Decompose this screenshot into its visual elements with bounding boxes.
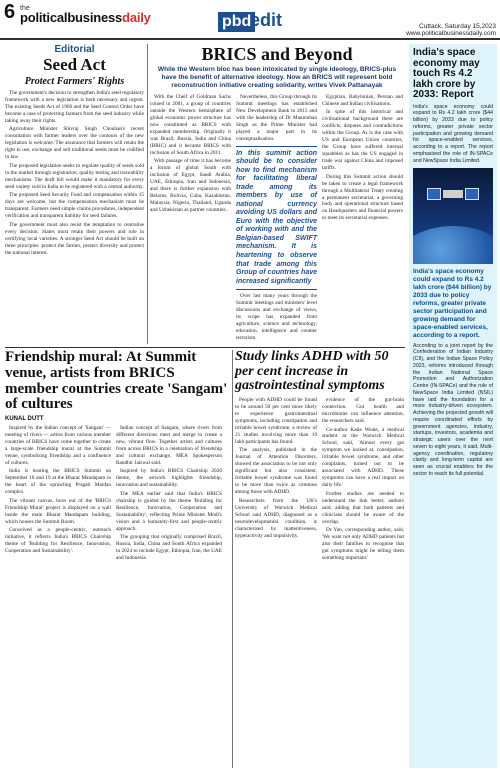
friendship-mural-article bbox=[5, 350, 229, 768]
study-paragraph: People with ADHD could be found to be around 50 per cent more likely to experience gastrointestinal symptoms, including constipation and irritable bowel syndrome, a review of 21 studies involving more than 19 lakh participants has found. bbox=[235, 397, 317, 445]
editorial-paragraph: The government's decision to strengthen India's seed regulatory framework with a new legislation is both necessary and urgent. The existing Seeds Act of 1966 and the Seed Control Order have become a case of protecting farmers from the seed industry while taking away their rights. bbox=[5, 89, 144, 124]
solar-panel-icon bbox=[465, 188, 479, 200]
space-economy-sidebar bbox=[409, 44, 497, 768]
friendship-columns bbox=[5, 425, 229, 564]
sidebar-intro: India's space economy could expand to Rs 4.2 lakh crore ($44 billion) by 2033 due to policy reforms, greater private sector participation and growing demand for space-enabled services, according to a report. The report emphasised the role of IN-SPACe and NewSpace India Limited. bbox=[413, 103, 493, 164]
friendship-column-2 bbox=[116, 425, 222, 564]
editorial-title: Seed Act bbox=[43, 55, 106, 74]
brics-paragraph: With passage of time it has become a forum of global South with inclusion of Egypt, Saudi Arabia, UAE, Ethiopia, Iran and Indonesia, and there is further expansion with Belarus, Bolivia, Cuba, Kazakhstan, Malaysia, Nigeria, Thailand, Uganda and Uzbekistan as partner countries. bbox=[150, 158, 231, 213]
sidebar-image-caption: India's space economy could expand to Rs 4.2 lakh crore ($44 billion) by 2033 due to policy reforms, greater private sector participation and growing demand for space-enabled services, according to a report. bbox=[413, 268, 492, 339]
earth-graphic bbox=[413, 226, 493, 264]
study-title: Study links ADHD with 50 per cent increase in gastrointestinal symptoms bbox=[235, 349, 389, 394]
study-column-2 bbox=[322, 397, 404, 564]
study-column-1 bbox=[235, 397, 317, 564]
logo-text: politicalbusiness bbox=[20, 10, 123, 25]
friendship-byline: KUNAL DUTT bbox=[5, 416, 44, 422]
brics-column-2 bbox=[236, 94, 317, 344]
brics-column-1 bbox=[150, 94, 231, 344]
brics-paragraph: During this Summit action should be taken to create a legal framework through a Multilateral Treaty creating a permanent secretariat, a governing body and operational structure based on Headquarters and financial powers to meet its secretarial expenses. bbox=[322, 173, 403, 222]
editorial-kicker: Editorial bbox=[54, 44, 95, 55]
friendship-paragraph: India is hosting the BRICS Summit on September 18 and 19 at the Bharat Mandapam in the heart of the sprawling Pragati Maidan complex. bbox=[5, 468, 111, 496]
website-link[interactable]: www.politicalbusinessdaily.com bbox=[406, 30, 496, 38]
editorial-paragraph: Agriculture Minister Shivraj Singh Chouhan's recent consultation with farmer leaders over the contours of the new legislation is welcome. The assurance that farmers will retain the right to use, exchange and sell traditional seeds must be codified in law. bbox=[5, 126, 144, 161]
brics-paragraph: In spite of this historical and civilisational background there are conflicts, disputes and contradictions within the Group. As is the case with US and European Union countries, the Group have suffered internal squabbles as has the US engaged in trade war against China and imposed tariffs. bbox=[322, 109, 403, 172]
study-paragraph: Researchers from the UK's University of Warwick Medical School said ADHD, diagnosed as a neurodevelopmental condition, is characterised by inattentiveness, hyperactivity and impulsivity. bbox=[235, 497, 317, 539]
study-paragraph: Dr Yan, corresponding author, said, 'We want not only ADHD patients but also their families to recognise that gut symptoms might be telling them something important.' bbox=[322, 527, 404, 562]
study-paragraph: Further studies are needed to understand the link better, authors said, adding that both patients and clinicians should be aware of the overlap. bbox=[322, 490, 404, 525]
brics-paragraph: Over last many years through the Summit meetings and ministers' level discussions and exchange of views, its scope has expanded from agriculture, science and technology, education, intelligence and counter terrorism. bbox=[236, 293, 317, 342]
sidebar-body: According to a joint report by the Confederation of Indian Industry (CII), and the Indian Space Policy 2023, reforms introduced through the Indian National Space Promotion and Authorization Centre (IN-SPACe) and the role of NewSpace India Limited (NSIL) have laid the foundation for a more industry-driven ecosystem. Achieving the projected growth will require coordinated efforts by government agencies, industry, startups, investors, academia and strategic users over the next seven to eight years, it said. Multi-agency coordination, regulatory clarity and long-term capital are seen as crucial enablers for the sector to reach its full potential. bbox=[413, 342, 493, 477]
brics-article bbox=[150, 44, 404, 344]
logo-suffix: daily bbox=[122, 10, 151, 25]
friendship-paragraph: Inspired by the Indian concept of 'Sangam' — meeting of rivers — artists from various member countries of BRICS have come together to create a large-scale friendship mural at the Summit venue, symbolising friendship and a confluence of cultures. bbox=[5, 425, 111, 466]
editorial-subtitle: Protect Farmers' Rights bbox=[24, 75, 125, 87]
brics-paragraph: Egyptian, Babylonian, Persian and Chinese and Indian civilisations. bbox=[322, 93, 403, 107]
section-word: edit bbox=[250, 10, 283, 30]
friendship-paragraph: The vibrant canvas, born out of the 'BRICS Friendship Mural' project is displayed on a wall inside the main Bharat Mandapam building, which houses the Summit Room. bbox=[5, 497, 111, 525]
friendship-paragraph: Inspired by India's BRICS Chairship 2026 theme, the artwork highlights friendship, innovation and sustainability. bbox=[116, 468, 222, 489]
brics-columns bbox=[150, 94, 404, 344]
brics-deck: While the Western bloc has been intoxicated by single ideology, BRICS-plus have the benefit of alternative ideology. Now an BRICS will represent bold reconstruction initiative creating solidarity, writes Vivek Pattanayak bbox=[157, 66, 397, 89]
study-columns bbox=[235, 397, 405, 564]
editorial-body bbox=[5, 90, 144, 257]
column-divider bbox=[147, 44, 148, 344]
newspaper-logo bbox=[20, 10, 151, 25]
brics-paragraph: Nevertheless, this Group through its Summit meetings has established New Development Bank in 2015 and with the leadership of Dr Manmohan Singh as the Prime Minister had played a major part in its conceptualisation. bbox=[236, 93, 317, 142]
logo-the: the bbox=[20, 5, 30, 12]
study-paragraph: The analysis, published in the Journal of Attention Disorders, showed the association to be not only significant but also consistent. Irritable bowel syndrome was found to be more than twice as common among those with ADHD. bbox=[235, 447, 317, 496]
editorial-article bbox=[5, 44, 144, 344]
sidebar-title: India's space economy may touch Rs 4.2 lakh crore by 2033: Report bbox=[413, 47, 480, 100]
adhd-study-article bbox=[235, 350, 405, 768]
brics-column-3 bbox=[322, 94, 403, 344]
friendship-paragraph: The grouping that originally comprised Brazil, Russia, India, China and South Africa expanded in 2024 to include Egypt, Ethiopia, Iran, the UAE and Indonesia. bbox=[116, 534, 222, 562]
friendship-paragraph: Indian concept of Sangam, where rivers from different directions meet and merge to create a new, vibrant flow. Together artists and cultures from across BRICS in a celebration of friendship and cultural exchange, MEA Spokesperson Randhir Jaiswal said. bbox=[116, 425, 222, 466]
friendship-paragraph: The MEA earlier said that India's BRICS chairship is guided by the theme 'Building for Resilience, Innovation, Cooperation and Sustainability', reflecting Prime Minister Modi's vision and a humanity-first and people-centric approach. bbox=[116, 490, 222, 532]
column-divider bbox=[232, 350, 233, 768]
editorial-paragraph: The proposed legislation seeks to regulate quality of seeds sold in the market through registration, quality testing and traceability mechanisms. The draft bill would make it mandatory for every seed variety sold in India to be registered with a central authority. bbox=[5, 162, 144, 190]
section-divider bbox=[5, 347, 405, 348]
solar-panel-icon bbox=[427, 188, 441, 200]
dateline bbox=[406, 23, 496, 38]
friendship-column-1 bbox=[5, 425, 111, 564]
study-paragraph: evidence of the gut-brain connection. Gut health and microbiome can influence attention, the researchers said. bbox=[322, 397, 404, 425]
page-number: 6 bbox=[4, 1, 16, 23]
editorial-paragraph: The proposed Seed Security Fund and compensation within 15 days are welcome, but the compensation mechanism must be transparent. Farmers need simple claims procedures, independent verification and transparent liability for seed failures. bbox=[5, 192, 144, 220]
study-paragraph: Co-author Katie Weale, a medical student at the Warwick Medical School, said, 'Almost every gut symptom we looked at, constipation, irritable bowel syndrome, and other complaints, turned out to be associated with ADHD. These symptoms can have a real impact on daily life.' bbox=[322, 426, 404, 489]
satellite-image bbox=[413, 168, 493, 264]
editorial-paragraph: The government must also resist the temptation to centralise every decision. States must retain their powers and role in certifying local varieties. A stronger Seed Act should be built on three principles: protect the farmer, protect diversity and protect the national interest. bbox=[5, 221, 144, 256]
masthead bbox=[0, 0, 500, 40]
friendship-title: Friendship mural: At Summit venue, artists from BRICS member countries create 'Sangam' of cultures bbox=[5, 349, 228, 413]
brics-title: BRICS and Beyond bbox=[201, 44, 353, 64]
section-badge: pbd bbox=[218, 12, 255, 32]
satellite-icon bbox=[443, 190, 463, 198]
brics-paragraph: With the Cheif of Goldman Sachs coined in 2001, a group of countries outside the Western hemisphere of global economic power structure has now constituted as BRICS with expanded membership. Originally it was Brazil, Russia, India and China (BRIC) and it became BRICS with inclusion of South Africa in 2011. bbox=[150, 93, 231, 156]
friendship-paragraph: Conceived as a people-centric, outreach initiative, it reflects India's BRICS Chairship theme of 'Building for Resilience, Innovation, Cooperation and Sustainability'. bbox=[5, 527, 111, 555]
issue-date: Cuttack, Saturday 15,2023 bbox=[419, 23, 496, 30]
brics-pull-quote: In this summit action should be to consider how to find mechanism for facilitating liberal trade among its members by use of national currency avoiding US dollars and Euro with the objective of working with and the Belgian-based SWIFT mechanism. It is heartening to observe that trade among this Group of countries have increased significantly bbox=[236, 146, 317, 291]
